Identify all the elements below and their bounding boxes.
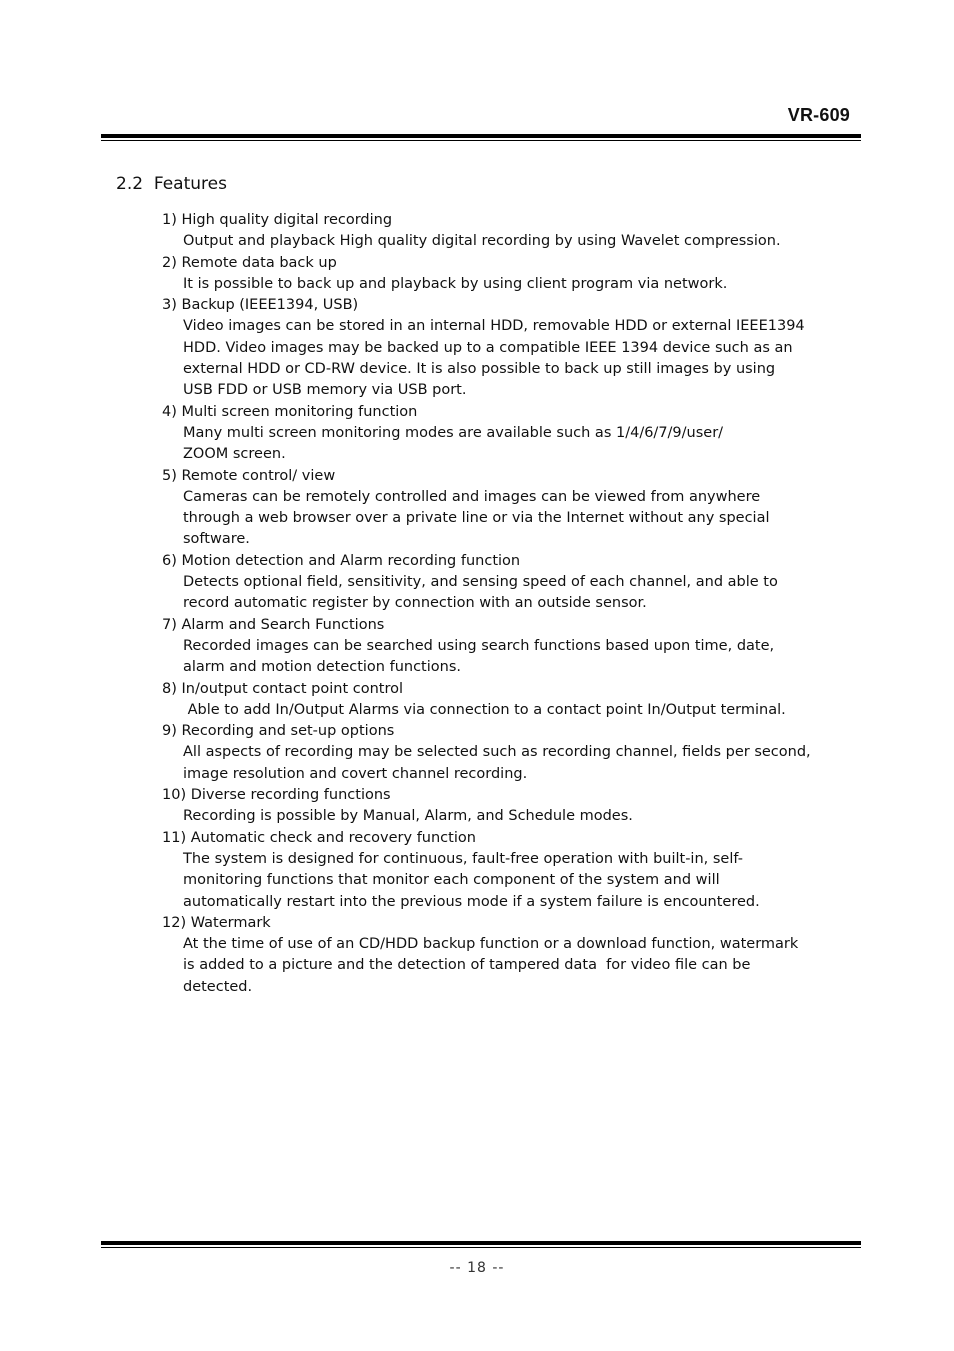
feature-description-line: Recorded images can be searched using search functions based upon time, date, (183, 637, 775, 654)
feature-description-line: Output and playback High quality digital recording by using Wavelet compression. (183, 233, 781, 250)
feature-title: 3) Backup (IEEE1394, USB) (162, 297, 359, 314)
header-rule-thin (101, 140, 861, 141)
feature-description-line: through a web browser over a private line or via the Internet without any special (183, 510, 770, 527)
feature-title: 11) Automatic check and recovery function (162, 829, 476, 846)
feature-item (162, 913, 852, 998)
feature-title: 4) Multi screen monitoring function (162, 403, 418, 420)
feature-description-line: It is possible to back up and playback by using client program via network. (183, 275, 728, 292)
feature-item (162, 615, 852, 679)
feature-description-line: software. (183, 531, 250, 548)
feature-description-line: detected. (183, 978, 253, 995)
feature-title: 1) High quality digital recording (162, 212, 393, 228)
feature-description (162, 849, 852, 913)
page-number: -- 18 -- (449, 1260, 505, 1276)
feature-description-line: Video images can be stored in an internal HDD, removable HDD or external IEEE1394 (183, 318, 805, 335)
feature-description-line: All aspects of recording may be selected such as recording channel, fields per second, (183, 744, 811, 761)
feature-description (162, 700, 852, 721)
feature-item (162, 679, 852, 722)
feature-description-line: Able to add In/Output Alarms via connection to a contact point In/Output terminal. (183, 701, 786, 718)
feature-title: 7) Alarm and Search Functions (162, 616, 385, 633)
feature-description (162, 934, 852, 998)
feature-description (162, 316, 852, 401)
feature-item (162, 551, 852, 615)
footer-rule-thick (101, 1241, 861, 1245)
feature-description-line: USB FDD or USB memory via USB port. (183, 382, 467, 399)
feature-description (162, 487, 852, 551)
feature-title: 9) Recording and set-up options (162, 723, 395, 740)
footer-rule-thin (101, 1247, 861, 1248)
feature-description-line: The system is designed for continuous, fault-free operation with built-in, self- (183, 850, 743, 867)
feature-description (162, 742, 852, 785)
header-rule-thick (101, 134, 861, 138)
feature-description-line: Recording is possible by Manual, Alarm, and Schedule modes. (183, 808, 633, 825)
feature-description (162, 572, 852, 615)
feature-description-line: At the time of use of an CD/HDD backup function or a download function, watermark (183, 936, 799, 953)
feature-description (162, 274, 852, 295)
feature-item (162, 828, 852, 913)
feature-item (162, 785, 852, 828)
feature-description-line: image resolution and covert channel recording. (183, 765, 528, 782)
feature-description (162, 636, 852, 679)
feature-description (162, 231, 852, 252)
features-list (162, 210, 852, 998)
feature-item (162, 210, 852, 253)
section-title: 2.2 Features (116, 174, 227, 194)
header-rule (101, 134, 861, 141)
feature-description-line: automatically restart into the previous mode if a system failure is encountered. (183, 893, 760, 910)
feature-description-line: record automatic register by connection with an outside sensor. (183, 595, 647, 612)
feature-description-line: Detects optional field, sensitivity, and sensing speed of each channel, and able to (183, 574, 778, 591)
feature-description-line: HDD. Video images may be backed up to a compatible IEEE 1394 device such as an (183, 339, 793, 356)
feature-description-line: is added to a picture and the detection of tampered data for video file can be (183, 957, 751, 974)
feature-title: 10) Diverse recording functions (162, 787, 391, 804)
feature-description (162, 806, 852, 827)
feature-title: 5) Remote control/ view (162, 467, 336, 484)
feature-description-line: Cameras can be remotely controlled and images can be viewed from anywhere (183, 488, 761, 505)
feature-item (162, 253, 852, 296)
feature-title: 2) Remote data back up (162, 254, 337, 271)
feature-title: 8) In/output contact point control (162, 680, 403, 697)
feature-item (162, 721, 852, 785)
footer-rule (101, 1241, 861, 1248)
feature-description (162, 423, 852, 466)
feature-description-line: Many multi screen monitoring modes are available such as 1/4/6/7/9/user/ (183, 424, 724, 441)
feature-description-line: monitoring functions that monitor each component of the system and will (183, 872, 720, 889)
feature-description-line: external HDD or CD-RW device. It is also possible to back up still images by using (183, 361, 776, 378)
feature-description-line: alarm and motion detection functions. (183, 659, 461, 676)
feature-item (162, 402, 852, 466)
feature-item (162, 466, 852, 551)
feature-title: 12) Watermark (162, 914, 271, 931)
feature-description-line: ZOOM screen. (183, 446, 286, 463)
feature-item (162, 295, 852, 401)
feature-title: 6) Motion detection and Alarm recording function (162, 552, 521, 569)
page-header-model: VR-609 (787, 105, 850, 125)
